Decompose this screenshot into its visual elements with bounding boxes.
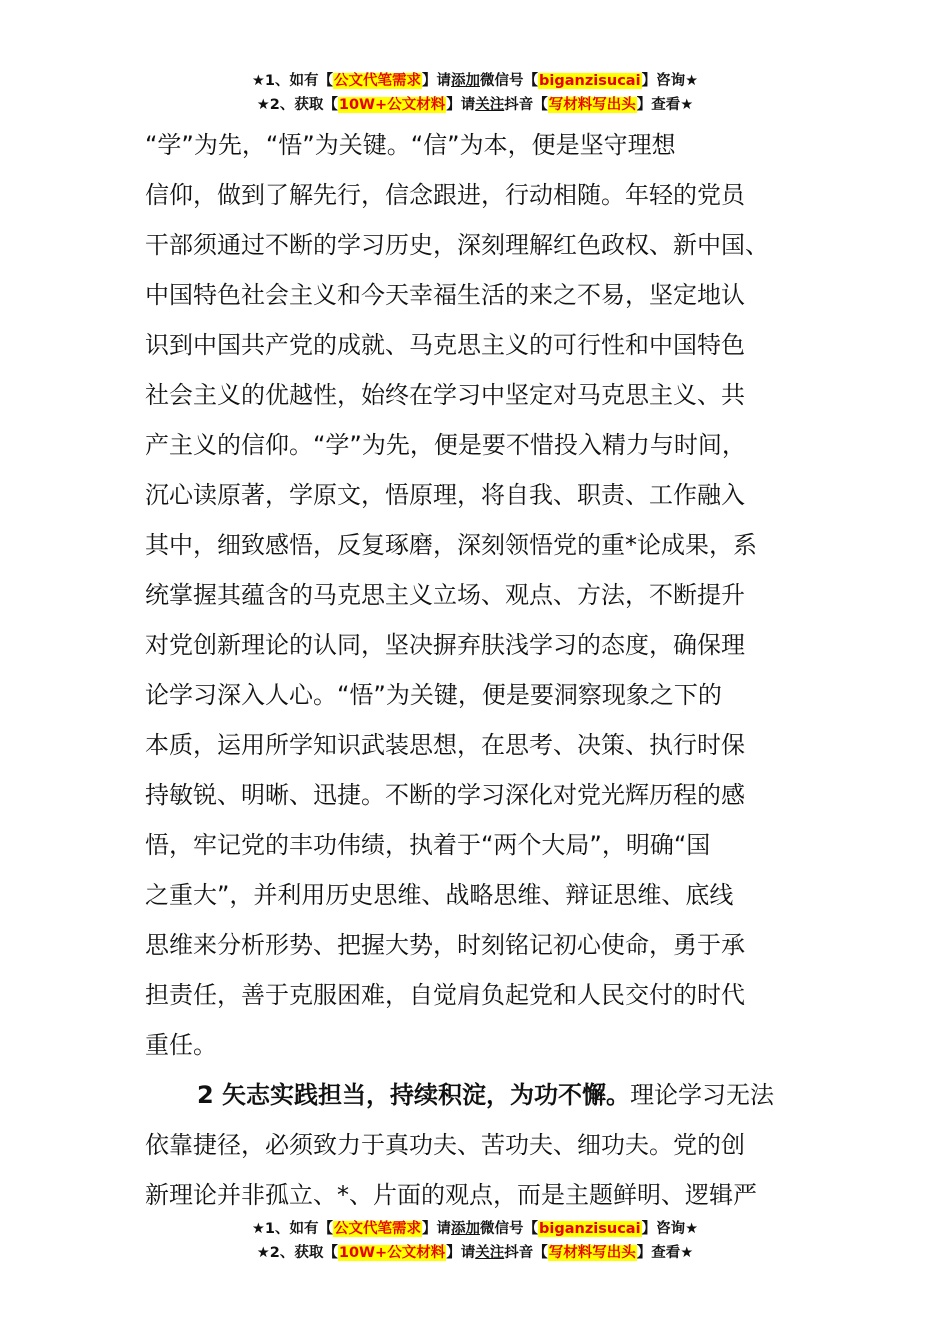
- body-line: 依靠捷径，必须致力于真功夫、苦功夫、细功夫。党的创: [145, 1131, 745, 1159]
- ad-text: 抖音【: [504, 97, 548, 113]
- ad-text: 】查看★: [636, 1245, 694, 1261]
- ad-text: ★1、如有【: [251, 1221, 334, 1237]
- body-line: 其中，细致感悟，反复琢磨，深刻领悟党的重*论成果，系: [145, 531, 757, 559]
- ad-text: ★2、获取【: [256, 97, 338, 113]
- ad-text: 】请: [446, 97, 476, 113]
- ad-text: ★1、如有【: [251, 73, 334, 89]
- ad-underlined-text: 添加: [451, 1221, 481, 1237]
- body-line: 沉心读原著，学原文，悟原理，将自我、职责、工作融入: [145, 481, 745, 509]
- body-line: 社会主义的优越性，始终在学习中坚定对马克思主义、共: [145, 381, 745, 409]
- ad-text: ★2、获取【: [256, 1245, 338, 1261]
- ad-text: 微信号【: [480, 73, 539, 89]
- ad-text: 】请: [446, 1245, 476, 1261]
- body-line: “学”为先，“悟”为关键。“信”为本，便是坚守理想: [145, 131, 676, 159]
- ad-highlight-douyin-account: 写材料写出头: [548, 1245, 636, 1261]
- ad-text: 】请: [422, 73, 452, 89]
- ad-underlined-text: 关注: [475, 1245, 505, 1261]
- ad-text: 抖音【: [504, 1245, 548, 1261]
- body-line: 对党创新理论的认同，坚决摒弃肤浅学习的态度，确保理: [145, 631, 745, 659]
- bottom-ad-line-1: [0, 1218, 950, 1240]
- section-heading-continuation: 理论学习无法: [630, 1081, 775, 1109]
- ad-highlight: 公文代笔需求: [334, 73, 422, 89]
- ad-highlight: 10W+公文材料: [338, 1245, 446, 1261]
- document-body: [145, 120, 815, 1220]
- body-line: 统掌握其蕴含的马克思主义立场、观点、方法，不断提升: [145, 581, 745, 609]
- ad-text: 】请: [422, 1221, 452, 1237]
- body-line: 论学习深入人心。“悟”为关键，便是要洞察现象之下的: [145, 681, 722, 709]
- ad-text: 】咨询★: [641, 1221, 699, 1237]
- body-line: 干部须通过不断的学习历史，深刻理解红色政权、新中国、: [145, 231, 769, 259]
- body-line: 识到中国共产党的成就、马克思主义的可行性和中国特色: [145, 331, 745, 359]
- section-heading: 2 矢志实践担当，持续积淀，为功不懈。: [197, 1081, 631, 1109]
- ad-underlined-text: 关注: [475, 97, 505, 113]
- body-line: 产主义的信仰。“学”为先，便是要不惜投入精力与时间，: [145, 431, 746, 459]
- ad-text: 微信号【: [480, 1221, 539, 1237]
- ad-highlight: 10W+公文材料: [338, 97, 446, 113]
- ad-highlight-wechat-id: biganzisucai: [539, 1221, 641, 1237]
- section-heading-line: [145, 1070, 815, 1120]
- body-line: 重任。: [145, 1031, 217, 1059]
- ad-text: 】咨询★: [641, 73, 699, 89]
- ad-highlight: 公文代笔需求: [334, 1221, 422, 1237]
- ad-highlight-wechat-id: biganzisucai: [539, 73, 641, 89]
- ad-highlight-douyin-account: 写材料写出头: [548, 97, 636, 113]
- body-line: 悟，牢记党的丰功伟绩，执着于“两个大局”，明确“国: [145, 831, 711, 859]
- top-ad-line-2: [0, 94, 950, 116]
- bottom-ad-line-2: [0, 1242, 950, 1264]
- body-line: 信仰，做到了解先行，信念跟进，行动相随。年轻的党员: [145, 181, 745, 209]
- body-line: 本质，运用所学知识武装思想，在思考、决策、执行时保: [145, 731, 745, 759]
- body-line: 担责任，善于克服困难，自觉肩负起党和人民交付的时代: [145, 981, 745, 1009]
- body-line: 持敏锐、明晰、迅捷。不断的学习深化对党光辉历程的感: [145, 781, 745, 809]
- body-line: 思维来分析形势、把握大势，时刻铭记初心使命，勇于承: [145, 931, 745, 959]
- body-line: 之重大”，并利用历史思维、战略思维、辩证思维、底线: [145, 881, 734, 909]
- body-line: 新理论并非孤立、*、片面的观点，而是主题鲜明、逻辑严: [145, 1181, 757, 1209]
- top-ad-line-1: [0, 70, 950, 92]
- ad-text: 】查看★: [636, 97, 694, 113]
- body-line: 中国特色社会主义和今天幸福生活的来之不易，坚定地认: [145, 281, 745, 309]
- ad-underlined-text: 添加: [451, 73, 481, 89]
